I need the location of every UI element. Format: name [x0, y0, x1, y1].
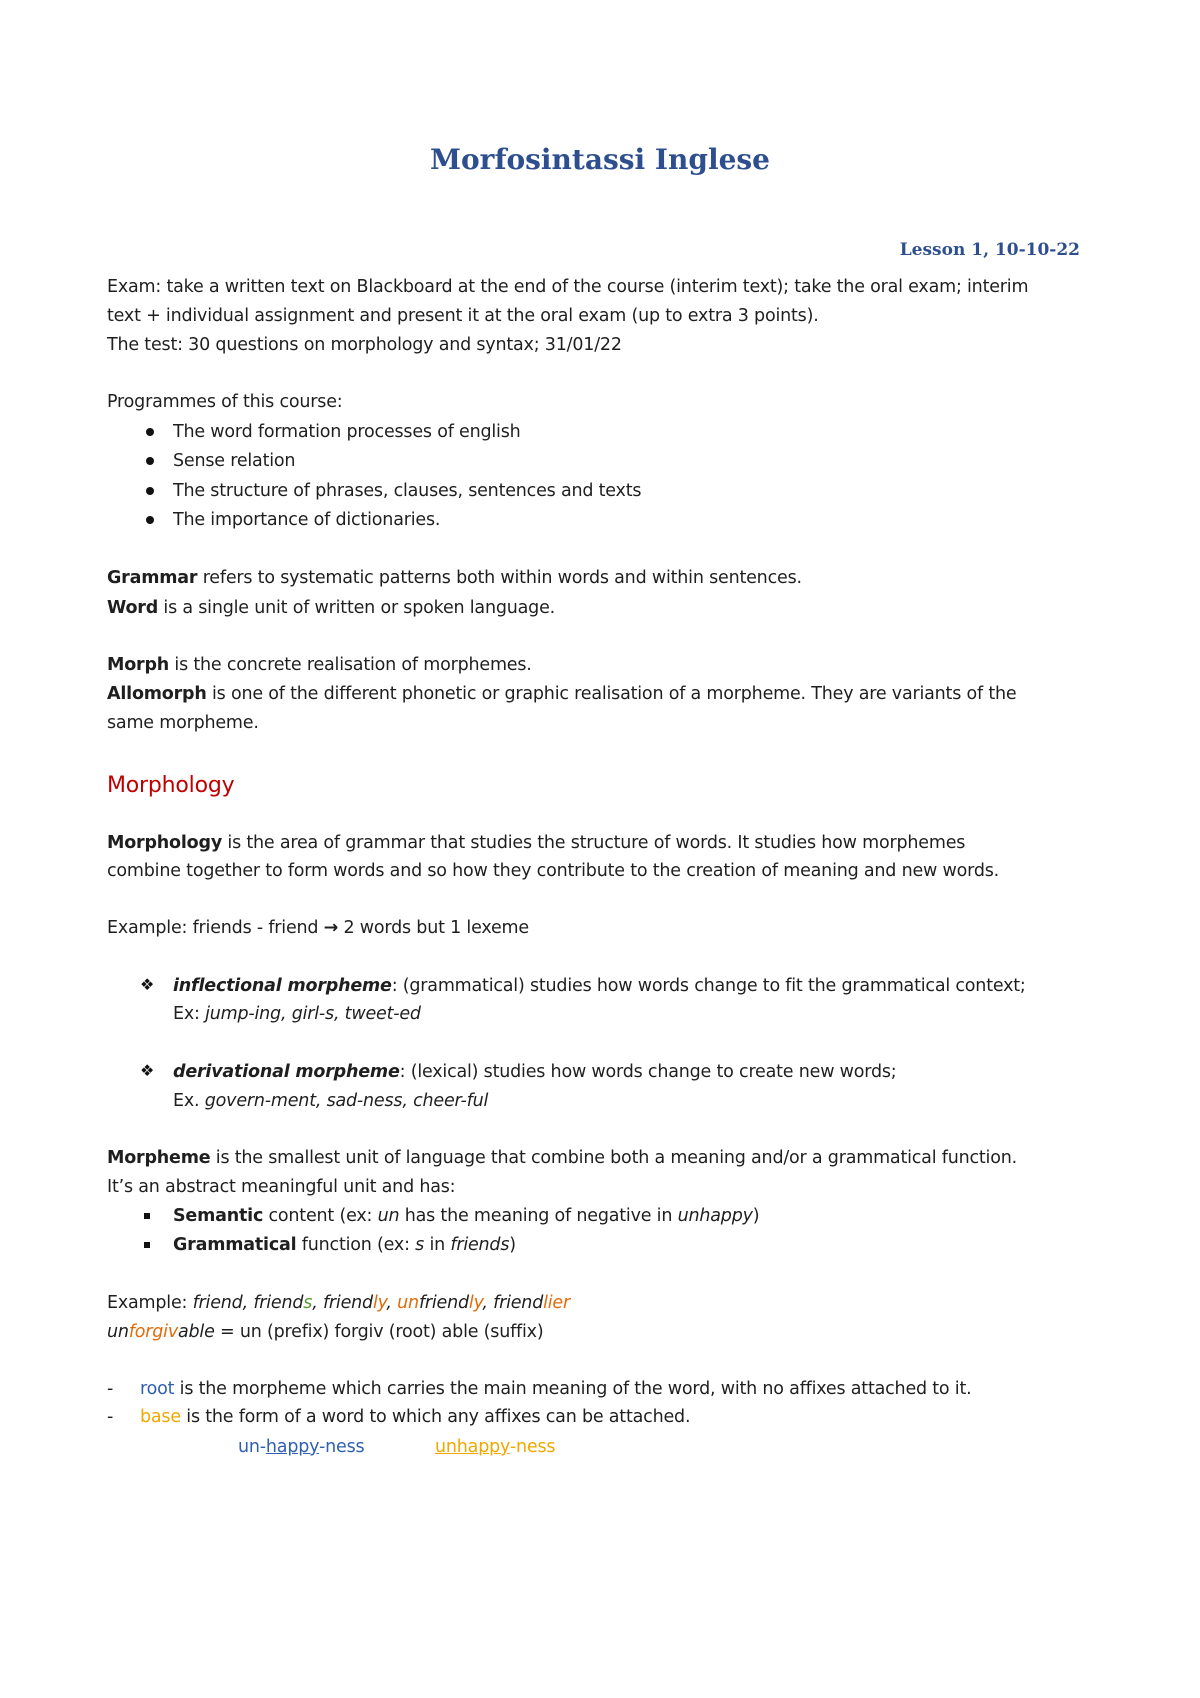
grammar-text: refers to systematic patterns both within words and within sentences. [197, 568, 802, 588]
unhappiness-base-example [435, 1437, 555, 1457]
programme-item: Sense relation [173, 451, 296, 471]
bullet-dot-icon [146, 428, 154, 436]
prefix-un: un- [238, 1437, 266, 1457]
derivational-example-words: govern-ment, sad-ness, cheer-ful [204, 1091, 489, 1111]
morpheme-term: Morpheme [107, 1148, 211, 1168]
separator: , [312, 1293, 323, 1313]
allomorph-definition-cont: same morpheme. [107, 713, 259, 733]
morpheme-text: is the smallest unit of language that combine both a meaning and/or a grammatical function. [210, 1148, 1017, 1168]
allomorph-text: is one of the different phonetic or graphic realisation of a morpheme. They are variants of the [206, 684, 1017, 704]
morpheme-definition-cont: It’s an abstract meaningful unit and has: [107, 1177, 456, 1197]
semantic-text: content (ex: [263, 1206, 378, 1226]
root-definition [140, 1379, 972, 1399]
semantic-example-unhappy: unhappy [677, 1206, 753, 1226]
root-text: is the morpheme which carries the main meaning of the word, with no affixes attached to it. [174, 1379, 972, 1399]
inflectional-term: inflectional morpheme [173, 976, 392, 996]
programmes-intro: Programmes of this course: [107, 392, 343, 412]
suffix-lier: lier [543, 1293, 570, 1313]
derivational-example [173, 1091, 488, 1111]
example-word: friend [418, 1293, 469, 1313]
example-label: Ex: [173, 1004, 206, 1024]
morphology-definition [107, 833, 965, 853]
arrow-right-icon: → [323, 918, 339, 938]
bullet-dot-icon [146, 487, 154, 495]
prefix-un: un [397, 1293, 419, 1313]
square-bullet-icon [144, 1242, 150, 1248]
section-heading-morphology: Morphology [107, 773, 235, 798]
lesson-date: Lesson 1, 10-10-22 [899, 240, 1080, 260]
grammatical-text: ) [509, 1235, 516, 1255]
suffix-ness: -ness [319, 1437, 365, 1457]
bullet-dot-icon [146, 457, 154, 465]
example-word: friend [322, 1293, 373, 1313]
semantic-example-un: un [377, 1206, 400, 1226]
word-text: is a single unit of written or spoken language. [158, 598, 556, 618]
lexeme-example-b: 2 words but 1 lexeme [338, 918, 529, 938]
unforgivable-example [107, 1322, 543, 1342]
unforgivable-breakdown: = un (prefix) forgiv (root) able (suffix) [214, 1322, 544, 1342]
morphology-term: Morphology [107, 833, 223, 853]
allomorph-definition [107, 684, 1016, 704]
dash-bullet-icon: - [107, 1407, 114, 1427]
separator: , [482, 1293, 494, 1313]
word-definition [107, 598, 555, 618]
grammatical-text: in [424, 1235, 451, 1255]
morpheme-definition [107, 1148, 1017, 1168]
programme-item: The word formation processes of english [173, 422, 521, 442]
semantic-content-item [173, 1206, 759, 1226]
root-forgiv: forgiv [128, 1322, 178, 1342]
bullet-dot-icon [146, 516, 154, 524]
semantic-text: ) [752, 1206, 760, 1226]
suffix-ness: -ness [509, 1437, 556, 1457]
example-label: Example: [107, 1293, 193, 1313]
semantic-term: Semantic [173, 1206, 264, 1226]
inflectional-desc: : (grammatical) studies how words change to fit the grammatical context; [391, 976, 1026, 996]
suffix-ly: ly [372, 1293, 387, 1313]
semantic-text: has the meaning of negative in [399, 1206, 678, 1226]
programme-item: The structure of phrases, clauses, sentences and texts [173, 481, 642, 501]
base-unhappy: unhappy [435, 1437, 510, 1457]
morphology-definition-cont: combine together to form words and so how they contribute to the creation of meaning and new words. [107, 861, 1000, 881]
diamond-bullet-icon: ❖ [140, 1061, 155, 1080]
word-term: Word [107, 598, 159, 618]
example-word: friend [253, 1293, 304, 1313]
grammatical-text: function (ex: [296, 1235, 416, 1255]
root-happy: happy [265, 1437, 319, 1457]
base-term: base [140, 1407, 181, 1427]
morph-definition [107, 655, 532, 675]
morphology-text: is the area of grammar that studies the structure of words. It studies how morphemes [222, 833, 966, 853]
base-definition [140, 1407, 690, 1427]
programme-item: The importance of dictionaries. [173, 510, 441, 530]
grammar-definition [107, 568, 802, 588]
inflectional-example [173, 1004, 421, 1024]
lexeme-example-a: Example: friends - friend [107, 918, 324, 938]
derivational-morpheme [173, 1062, 897, 1082]
example-label: Ex. [173, 1091, 205, 1111]
square-bullet-icon [144, 1213, 150, 1219]
morph-text: is the concrete realisation of morphemes. [169, 655, 532, 675]
prefix-un: un [107, 1322, 129, 1342]
suffix-ly: ly [468, 1293, 483, 1313]
suffix-s: s [303, 1293, 313, 1313]
base-text: is the form of a word to which any affixes can be attached. [180, 1407, 691, 1427]
morph-term: Morph [107, 655, 170, 675]
root-term: root [140, 1379, 175, 1399]
exam-line-2: text + individual assignment and present it at the oral exam (up to extra 3 points). [107, 306, 819, 326]
exam-line-1: Exam: take a written text on Blackboard at the end of the course (interim text); take the oral exam; interim [107, 277, 1029, 297]
exam-line-3: The test: 30 questions on morphology and syntax; 31/01/22 [107, 335, 622, 355]
example-word: friend [493, 1293, 544, 1313]
grammatical-function-item [173, 1235, 516, 1255]
grammar-term: Grammar [107, 568, 198, 588]
diamond-bullet-icon: ❖ [140, 975, 155, 994]
document-title: Morfosintassi Inglese [430, 143, 770, 176]
separator: , [386, 1293, 398, 1313]
grammatical-example-s: s [415, 1235, 425, 1255]
allomorph-term: Allomorph [107, 684, 207, 704]
grammatical-example-friends: friends [450, 1235, 510, 1255]
dash-bullet-icon: - [107, 1379, 114, 1399]
suffix-able: able [178, 1322, 215, 1342]
example-word: friend, [192, 1293, 254, 1313]
lexeme-example [107, 918, 529, 938]
derivational-term: derivational morpheme [173, 1062, 400, 1082]
grammatical-term: Grammatical [173, 1235, 297, 1255]
inflectional-example-words: jump-ing, girl-s, tweet-ed [205, 1004, 421, 1024]
unhappiness-root-example [238, 1437, 364, 1457]
inflectional-morpheme [173, 976, 1026, 996]
derivational-desc: : (lexical) studies how words change to create new words; [399, 1062, 897, 1082]
friend-example [107, 1293, 570, 1313]
